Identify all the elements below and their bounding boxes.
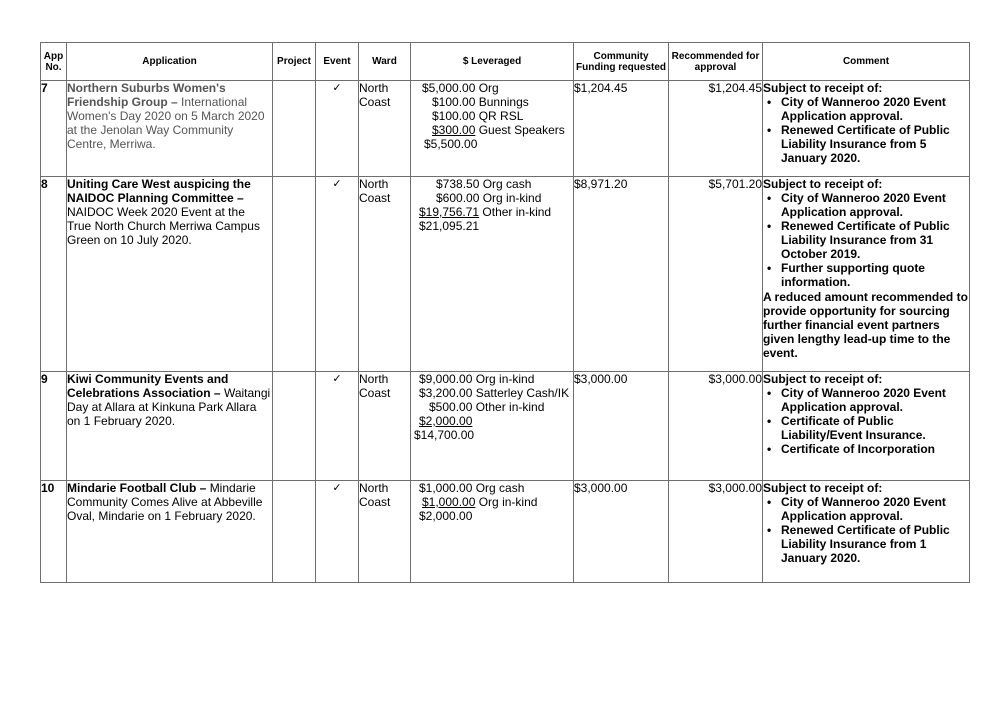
comment-heading: Subject to receipt of:	[763, 177, 883, 191]
leveraged-line: $9,000.00 Org in-kind	[419, 372, 535, 386]
condition-text: Renewed Certificate of Public Liability Insurance from 1 January 2020.	[781, 523, 950, 565]
bullet-icon: •	[767, 261, 772, 275]
condition-list	[763, 386, 969, 456]
condition-text: City of Wanneroo 2020 Event Application approval.	[781, 386, 946, 414]
project-cell	[273, 177, 316, 372]
bullet-icon: •	[767, 495, 772, 509]
leveraged-line-underlined: $1,000.00 Org in-kind	[422, 495, 538, 509]
condition-text: Certificate of Incorporation	[781, 442, 936, 456]
condition-item	[767, 191, 969, 219]
leveraged-line-underlined: $19,756.71 Other in-kind	[419, 205, 552, 219]
condition-text: City of Wanneroo 2020 Event Application approval.	[781, 495, 946, 523]
header-comment: Comment	[763, 43, 970, 81]
bullet-icon: •	[767, 386, 772, 400]
condition-text: City of Wanneroo 2020 Event Application approval.	[781, 95, 946, 123]
condition-text: City of Wanneroo 2020 Event Application approval.	[781, 191, 946, 219]
condition-item	[767, 495, 969, 523]
app-number: 10	[41, 481, 67, 583]
ward-cell: North Coast	[359, 372, 411, 481]
bullet-icon: •	[767, 523, 772, 537]
table-row	[41, 177, 970, 372]
condition-list	[763, 95, 969, 165]
application-cell	[67, 177, 273, 372]
leveraged-cell	[411, 481, 574, 583]
comment-cell	[763, 481, 970, 583]
leveraged-amount: $19,756.71	[419, 205, 480, 219]
comment-heading: Subject to receipt of:	[763, 372, 883, 386]
applicant-name: Mindarie Football Club –	[67, 481, 207, 495]
bullet-icon: •	[767, 414, 772, 428]
comment-cell	[763, 81, 970, 177]
event-description: NAIDOC Week 2020 Event at the True North Church Merriwa Campus Green on 10 July 2020.	[67, 205, 260, 247]
leveraged-line: $738.50 Org cash	[436, 177, 532, 191]
header-project: Project	[273, 43, 316, 81]
event-check-icon: ✓	[316, 177, 359, 372]
condition-item	[767, 123, 969, 165]
event-check-icon: ✓	[316, 481, 359, 583]
condition-text: Further supporting quote information.	[781, 261, 925, 289]
leveraged-total: $5,500.00	[424, 137, 478, 151]
bullet-icon: •	[767, 219, 772, 233]
bullet-icon: •	[767, 123, 772, 137]
header-leveraged: $ Leveraged	[411, 43, 574, 81]
applicant-name: Uniting Care West auspicing the NAIDOC Planning Committee –	[67, 177, 251, 205]
app-number: 7	[41, 81, 67, 177]
leveraged-amount: $1,000.00	[422, 495, 476, 509]
header-application: Application	[67, 43, 273, 81]
funding-requested: $3,000.00	[574, 481, 669, 583]
condition-list	[763, 495, 969, 565]
leveraged-amount: $2,000.00	[419, 414, 473, 428]
condition-text: Certificate of Public Liability/Event Insurance.	[781, 414, 926, 442]
leveraged-cell	[411, 81, 574, 177]
header-row	[41, 43, 970, 81]
funding-requested: $3,000.00	[574, 372, 669, 481]
event-check-icon: ✓	[316, 372, 359, 481]
header-ward: Ward	[359, 43, 411, 81]
leveraged-line: $5,000.00 Org	[422, 81, 499, 95]
leveraged-cell	[411, 372, 574, 481]
condition-item	[767, 386, 969, 414]
app-number: 9	[41, 372, 67, 481]
leveraged-total: $21,095.21	[419, 219, 480, 233]
header-app-no: App No.	[41, 43, 67, 81]
condition-item	[767, 219, 969, 261]
leveraged-line: $3,200.00 Satterley Cash/IK	[419, 386, 570, 400]
table-row	[41, 481, 970, 583]
table-row	[41, 372, 970, 481]
project-cell	[273, 481, 316, 583]
recommended-amount: $3,000.00	[669, 481, 763, 583]
ward-cell: North Coast	[359, 81, 411, 177]
leveraged-line-underlined: $300.00 Guest Speakers	[432, 123, 565, 137]
event-description: Waitangi Day at Allara at Kinkuna Park Allara on 1 February 2020.	[67, 386, 271, 428]
condition-item	[767, 261, 969, 289]
leveraged-line: $1,000.00 Org cash	[419, 481, 525, 495]
application-cell	[67, 481, 273, 583]
funding-requested: $1,204.45	[574, 81, 669, 177]
header-requested: Community Funding requested	[574, 43, 669, 81]
application-cell	[67, 81, 273, 177]
condition-item	[767, 442, 969, 456]
comment-heading: Subject to receipt of:	[763, 481, 883, 495]
grant-table	[40, 42, 970, 583]
project-cell	[273, 81, 316, 177]
recommended-amount: $1,204.45	[669, 81, 763, 177]
comment-cell	[763, 372, 970, 481]
application-cell	[67, 372, 273, 481]
leveraged-line: $100.00 QR RSL	[432, 109, 524, 123]
ward-cell: North Coast	[359, 177, 411, 372]
bullet-icon: •	[767, 442, 772, 456]
leveraged-line-underlined	[411, 414, 573, 428]
recommended-amount: $3,000.00	[669, 372, 763, 481]
leveraged-line: $100.00 Bunnings	[432, 95, 529, 109]
recommended-amount: $5,701.20	[669, 177, 763, 372]
condition-text: Renewed Certificate of Public Liability Insurance from 31 October 2019.	[781, 219, 950, 261]
event-description: Mindarie Community Comes Alive at Abbeville Oval, Mindarie on 1 February 2020.	[67, 481, 263, 523]
condition-item	[767, 414, 969, 442]
table-row	[41, 81, 970, 177]
applicant-name: Kiwi Community Events and Celebrations Association –	[67, 372, 229, 400]
header-event: Event	[316, 43, 359, 81]
comment-cell	[763, 177, 970, 372]
comment-note: A reduced amount recommended to provide opportunity for sourcing further financial event partners given lengthy lead-up time to the event.	[763, 290, 968, 360]
bullet-icon: •	[767, 191, 772, 205]
leveraged-line: $600.00 Org in-kind	[436, 191, 542, 205]
condition-text: Renewed Certificate of Public Liability Insurance from 5 January 2020.	[781, 123, 950, 165]
event-description: International Women's Day 2020 on 5 March 2020 at the Jenolan Way Community Centre, Merriwa.	[67, 95, 265, 151]
funding-requested: $8,971.20	[574, 177, 669, 372]
project-cell	[273, 372, 316, 481]
condition-item	[767, 523, 969, 565]
leveraged-cell	[411, 177, 574, 372]
event-check-icon: ✓	[316, 81, 359, 177]
ward-cell: North Coast	[359, 481, 411, 583]
app-number: 8	[41, 177, 67, 372]
applicant-name: Northern Suburbs Women's Friendship Group –	[67, 81, 226, 109]
comment-heading: Subject to receipt of:	[763, 81, 883, 95]
leveraged-amount: $300.00	[432, 123, 476, 137]
condition-item	[767, 95, 969, 123]
bullet-icon: •	[767, 95, 772, 109]
leveraged-line: $500.00 Other in-kind	[429, 400, 545, 414]
condition-list	[763, 191, 969, 289]
leveraged-total: $2,000.00	[419, 509, 473, 523]
header-recommended: Recommended for approval	[669, 43, 763, 81]
leveraged-total: $14,700.00	[414, 428, 475, 442]
